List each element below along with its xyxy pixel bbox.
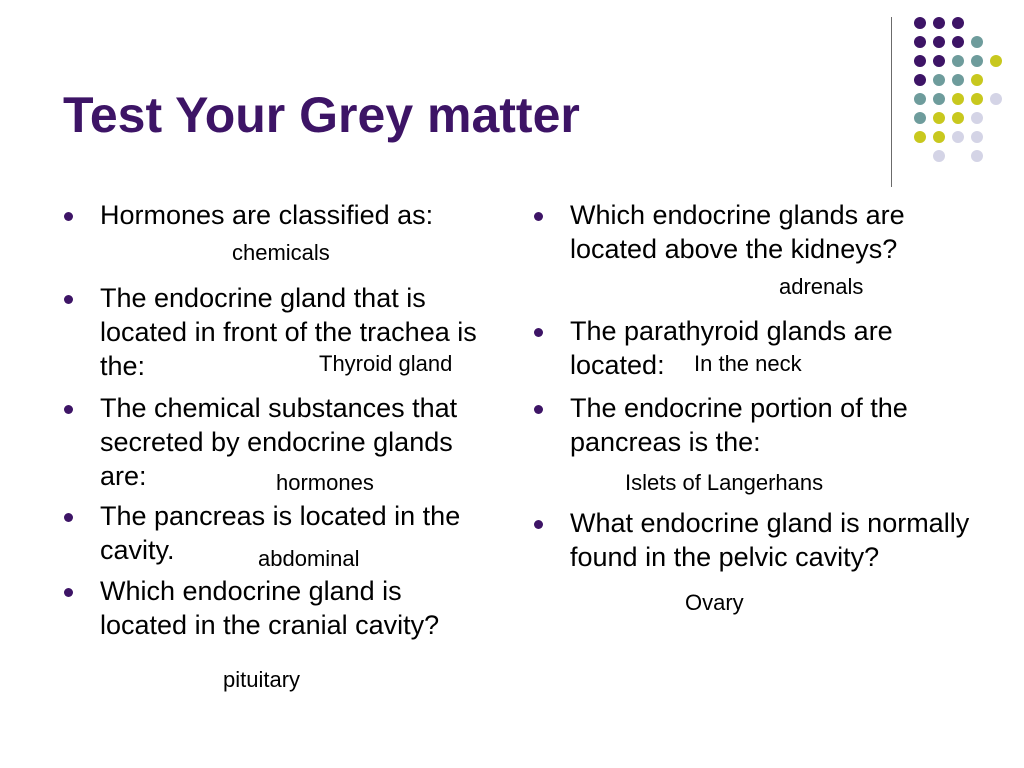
- dot: [933, 36, 945, 48]
- question-item: [100, 198, 520, 232]
- bullet-icon: [534, 405, 543, 414]
- dot: [914, 74, 926, 86]
- bullet-icon: [64, 588, 73, 597]
- question-item: [100, 574, 480, 642]
- question-text: Hormones are classified as:: [100, 200, 434, 230]
- dot: [914, 17, 926, 29]
- question-text: The pancreas is located in the cavity.: [100, 501, 461, 565]
- answer-text: Ovary: [685, 590, 744, 615]
- answer-text: In the neck: [694, 351, 802, 376]
- dot: [933, 17, 945, 29]
- dot: [933, 112, 945, 124]
- dot: [971, 131, 983, 143]
- dot: [952, 17, 964, 29]
- dot: [971, 55, 983, 67]
- answer-text: abdominal: [258, 546, 360, 571]
- dot: [971, 93, 983, 105]
- dot: [914, 131, 926, 143]
- dot: [952, 112, 964, 124]
- dot: [971, 112, 983, 124]
- dot: [952, 93, 964, 105]
- bullet-icon: [534, 212, 543, 221]
- dot: [952, 131, 964, 143]
- dot: [933, 131, 945, 143]
- dot: [990, 55, 1002, 67]
- answer-text: chemicals: [232, 240, 330, 265]
- dot: [914, 93, 926, 105]
- dot: [952, 36, 964, 48]
- dot: [971, 36, 983, 48]
- dot: [914, 55, 926, 67]
- answer-text: pituitary: [223, 667, 301, 692]
- dot: [933, 93, 945, 105]
- question-item: [570, 391, 990, 459]
- bullet-icon: [64, 212, 73, 221]
- answer-text: adrenals: [779, 274, 864, 299]
- dot: [971, 150, 983, 162]
- dot: [952, 55, 964, 67]
- dot: [990, 93, 1002, 105]
- question-text: The endocrine gland that is located in front of the trachea is the:: [100, 283, 477, 381]
- bullet-icon: [64, 295, 73, 304]
- dot: [952, 74, 964, 86]
- dot: [914, 112, 926, 124]
- bullet-icon: [64, 405, 73, 414]
- answer-text: Thyroid gland: [319, 351, 453, 376]
- question-text: Which endocrine glands are located above the kidneys?: [570, 200, 905, 264]
- question-text: The endocrine portion of the pancreas is the:: [570, 393, 908, 457]
- slide-title: Test Your Grey matter: [63, 87, 580, 143]
- answer-text: Islets of Langerhans: [625, 470, 824, 495]
- dot: [914, 36, 926, 48]
- bullet-icon: [64, 513, 73, 522]
- dot: [933, 150, 945, 162]
- dot: [933, 55, 945, 67]
- question-item: [570, 198, 990, 266]
- question-text: Which endocrine gland is located in the cranial cavity?: [100, 576, 440, 640]
- bullet-icon: [534, 328, 543, 337]
- question-text: What endocrine gland is normally found in the pelvic cavity?: [570, 508, 970, 572]
- decorative-dot-grid: [0, 0, 1024, 200]
- question-text: The chemical substances that secreted by endocrine glands are:: [100, 393, 458, 491]
- question-item: [570, 506, 970, 574]
- dot: [971, 74, 983, 86]
- bullet-icon: [534, 520, 543, 529]
- dot: [933, 74, 945, 86]
- answer-text: hormones: [276, 470, 374, 495]
- question-text: The parathyroid glands are located:: [570, 316, 893, 380]
